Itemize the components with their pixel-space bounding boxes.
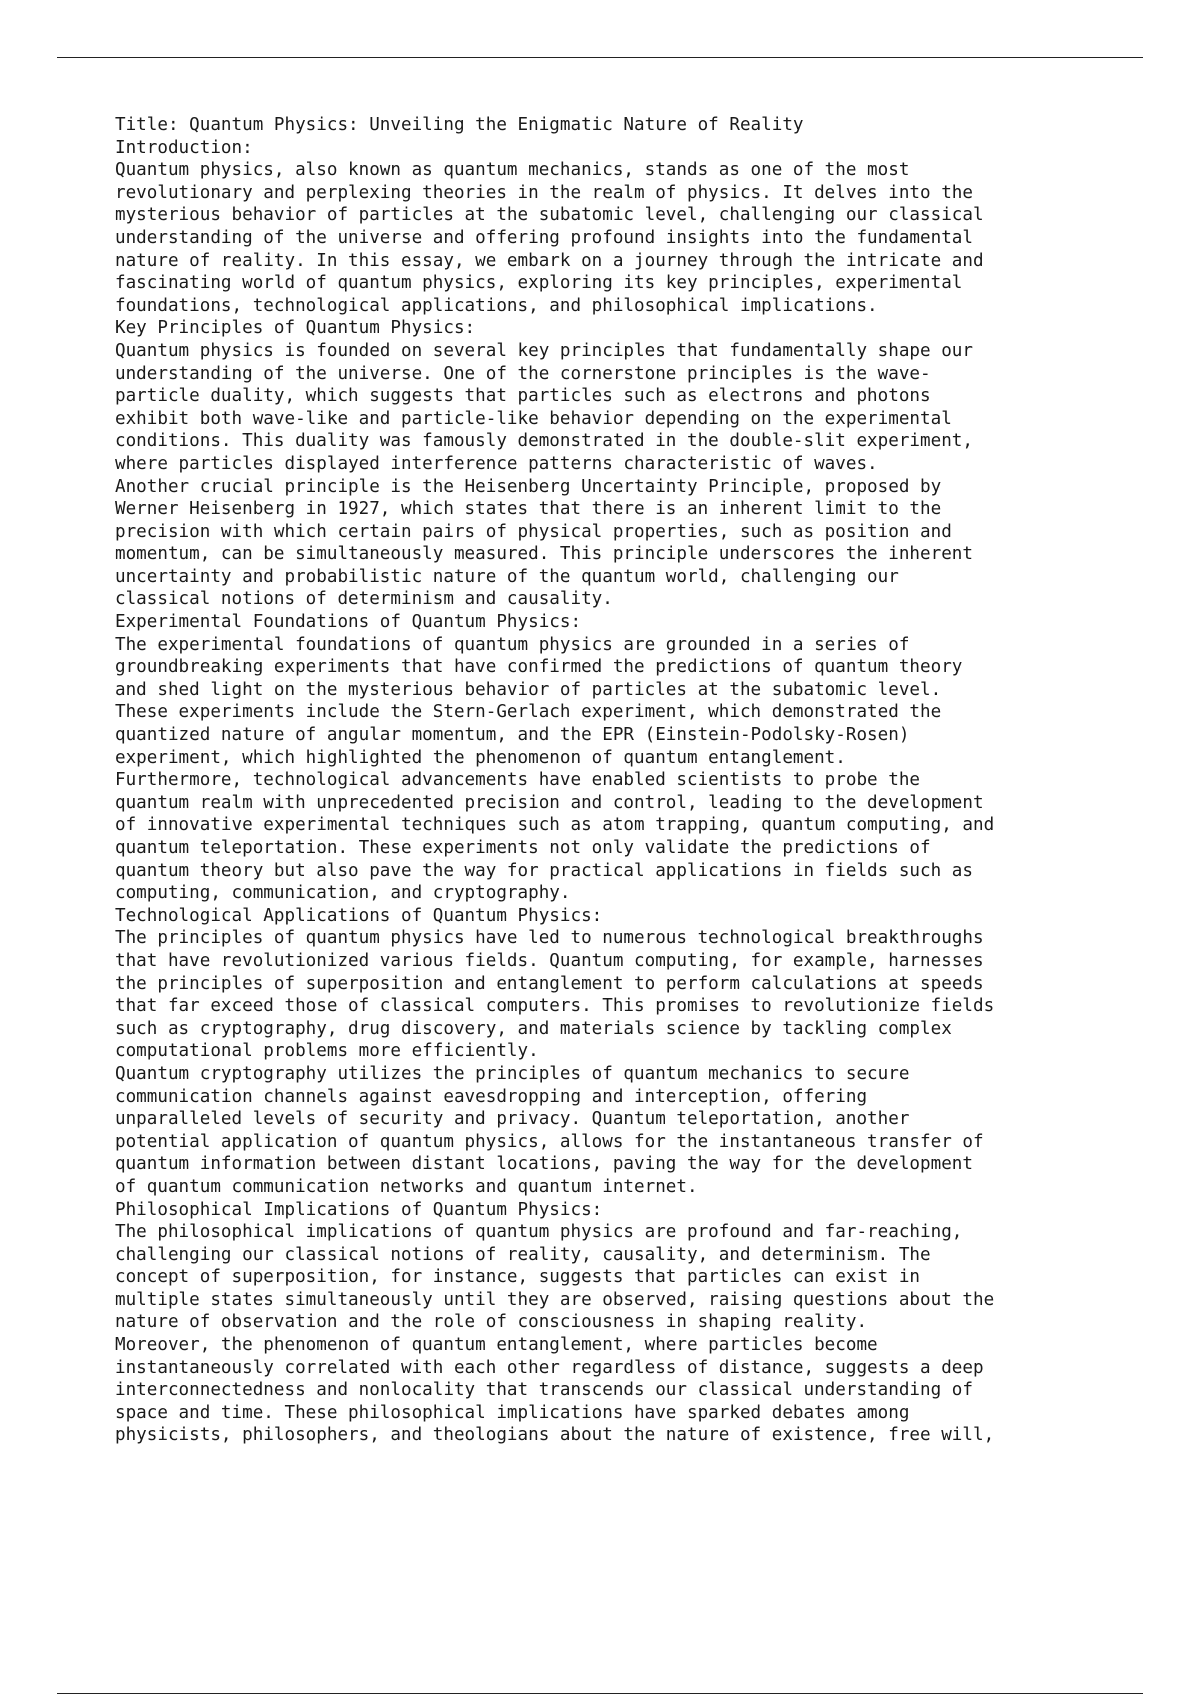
text-line: exhibit both wave-like and particle-like behavior depending on the experimental bbox=[115, 408, 952, 429]
text-line: experiment, which highlighted the phenomenon of quantum entanglement. bbox=[115, 747, 846, 768]
text-line: The principles of quantum physics have led to numerous technological breakthroughs bbox=[115, 928, 984, 949]
text-line: Quantum cryptography utilizes the principles of quantum mechanics to secure bbox=[115, 1063, 910, 1084]
text-line: interconnectedness and nonlocality that transcends our classical understanding of bbox=[115, 1380, 973, 1401]
text-line: Werner Heisenberg in 1927, which states that there is an inherent limit to the bbox=[115, 499, 942, 520]
section-heading: Experimental Foundations of Quantum Physics: bbox=[115, 612, 582, 633]
header-rule bbox=[57, 57, 1143, 58]
text-line: fascinating world of quantum physics, exploring its key principles, experimental bbox=[115, 273, 963, 294]
text-line: where particles displayed interference patterns characteristic of waves. bbox=[115, 453, 878, 474]
text-line: understanding of the universe. One of the cornerstone principles is the wave- bbox=[115, 363, 931, 384]
text-line: mysterious behavior of particles at the subatomic level, challenging our classical bbox=[115, 205, 984, 226]
text-line: momentum, can be simultaneously measured. This principle underscores the inherent bbox=[115, 544, 973, 565]
text-line: nature of observation and the role of consciousness in shaping reality. bbox=[115, 1312, 868, 1333]
section-heading: Title: Quantum Physics: Unveiling the Enigmatic Nature of Reality bbox=[115, 115, 804, 135]
text-line: The philosophical implications of quantum physics are profound and far-reaching, bbox=[115, 1222, 963, 1243]
text-line: Quantum physics, also known as quantum mechanics, stands as one of the most bbox=[115, 160, 910, 181]
text-line: classical notions of determinism and causality. bbox=[115, 589, 613, 610]
text-line: Quantum physics is founded on several key principles that fundamentally shape our bbox=[115, 340, 973, 361]
text-line: conditions. This duality was famously demonstrated in the double-slit experiment, bbox=[115, 431, 973, 452]
text-line: uncertainty and probabilistic nature of the quantum world, challenging our bbox=[115, 566, 899, 587]
text-line: communication channels against eavesdropping and interception, offering bbox=[115, 1086, 868, 1107]
text-line: that have revolutionized various fields. Quantum computing, for example, harnesses bbox=[115, 950, 984, 971]
text-line: multiple states simultaneously until they are observed, raising questions about the bbox=[115, 1289, 995, 1310]
text-line: of quantum communication networks and quantum internet. bbox=[115, 1176, 698, 1197]
text-line: such as cryptography, drug discovery, and materials science by tackling complex bbox=[115, 1018, 952, 1039]
text-line: precision with which certain pairs of physical properties, such as position and bbox=[115, 521, 952, 542]
text-line: potential application of quantum physics, allows for the instantaneous transfer of bbox=[115, 1131, 984, 1152]
document-body bbox=[115, 114, 1155, 1447]
section-heading: Philosophical Implications of Quantum Physics: bbox=[115, 1199, 603, 1220]
text-line: of innovative experimental techniques such as atom trapping, quantum computing, and bbox=[115, 815, 995, 836]
text-line: The experimental foundations of quantum physics are grounded in a series of bbox=[115, 634, 910, 655]
text-line: computational problems more efficiently. bbox=[115, 1041, 539, 1062]
text-line: and shed light on the mysterious behavior of particles at the subatomic level. bbox=[115, 679, 942, 700]
text-line: quantum realm with unprecedented precision and control, leading to the development bbox=[115, 792, 984, 813]
section-heading: Introduction: bbox=[115, 137, 253, 158]
section-heading: Key Principles of Quantum Physics: bbox=[115, 318, 476, 339]
text-line: revolutionary and perplexing theories in the realm of physics. It delves into the bbox=[115, 182, 973, 203]
text-line: particle duality, which suggests that particles such as electrons and photons bbox=[115, 386, 931, 407]
text-line: quantum information between distant locations, paving the way for the development bbox=[115, 1154, 973, 1175]
text-line: These experiments include the Stern-Gerlach experiment, which demonstrated the bbox=[115, 702, 942, 723]
text-line: groundbreaking experiments that have confirmed the predictions of quantum theory bbox=[115, 657, 963, 678]
text-line: nature of reality. In this essay, we embark on a journey through the intricate and bbox=[115, 250, 984, 271]
text-line: understanding of the universe and offering profound insights into the fundamental bbox=[115, 227, 973, 248]
section-heading: Technological Applications of Quantum Physics: bbox=[115, 905, 603, 926]
text-line: unparalleled levels of security and privacy. Quantum teleportation, another bbox=[115, 1109, 910, 1130]
text-line: the principles of superposition and entanglement to perform calculations at speeds bbox=[115, 973, 984, 994]
text-line: Moreover, the phenomenon of quantum entanglement, where particles become bbox=[115, 1335, 878, 1356]
text-line: computing, communication, and cryptography. bbox=[115, 883, 571, 904]
footer-rule bbox=[57, 1693, 1143, 1694]
text-line: space and time. These philosophical implications have sparked debates among bbox=[115, 1402, 910, 1423]
text-line: concept of superposition, for instance, suggests that particles can exist in bbox=[115, 1267, 921, 1288]
text-line: quantized nature of angular momentum, and the EPR (Einstein-Podolsky-Rosen) bbox=[115, 725, 910, 746]
text-line: that far exceed those of classical computers. This promises to revolutionize fields bbox=[115, 996, 995, 1017]
text-line: challenging our classical notions of reality, causality, and determinism. The bbox=[115, 1244, 931, 1265]
text-line: Furthermore, technological advancements have enabled scientists to probe the bbox=[115, 770, 921, 791]
text-line: physicists, philosophers, and theologians about the nature of existence, free will, bbox=[115, 1425, 995, 1446]
text-line: quantum theory but also pave the way for practical applications in fields such as bbox=[115, 860, 973, 881]
text-line: instantaneously correlated with each other regardless of distance, suggests a deep bbox=[115, 1357, 984, 1378]
text-line: quantum teleportation. These experiments not only validate the predictions of bbox=[115, 838, 931, 858]
text-line: foundations, technological applications, and philosophical implications. bbox=[115, 295, 878, 316]
text-line: Another crucial principle is the Heisenberg Uncertainty Principle, proposed by bbox=[115, 476, 942, 497]
